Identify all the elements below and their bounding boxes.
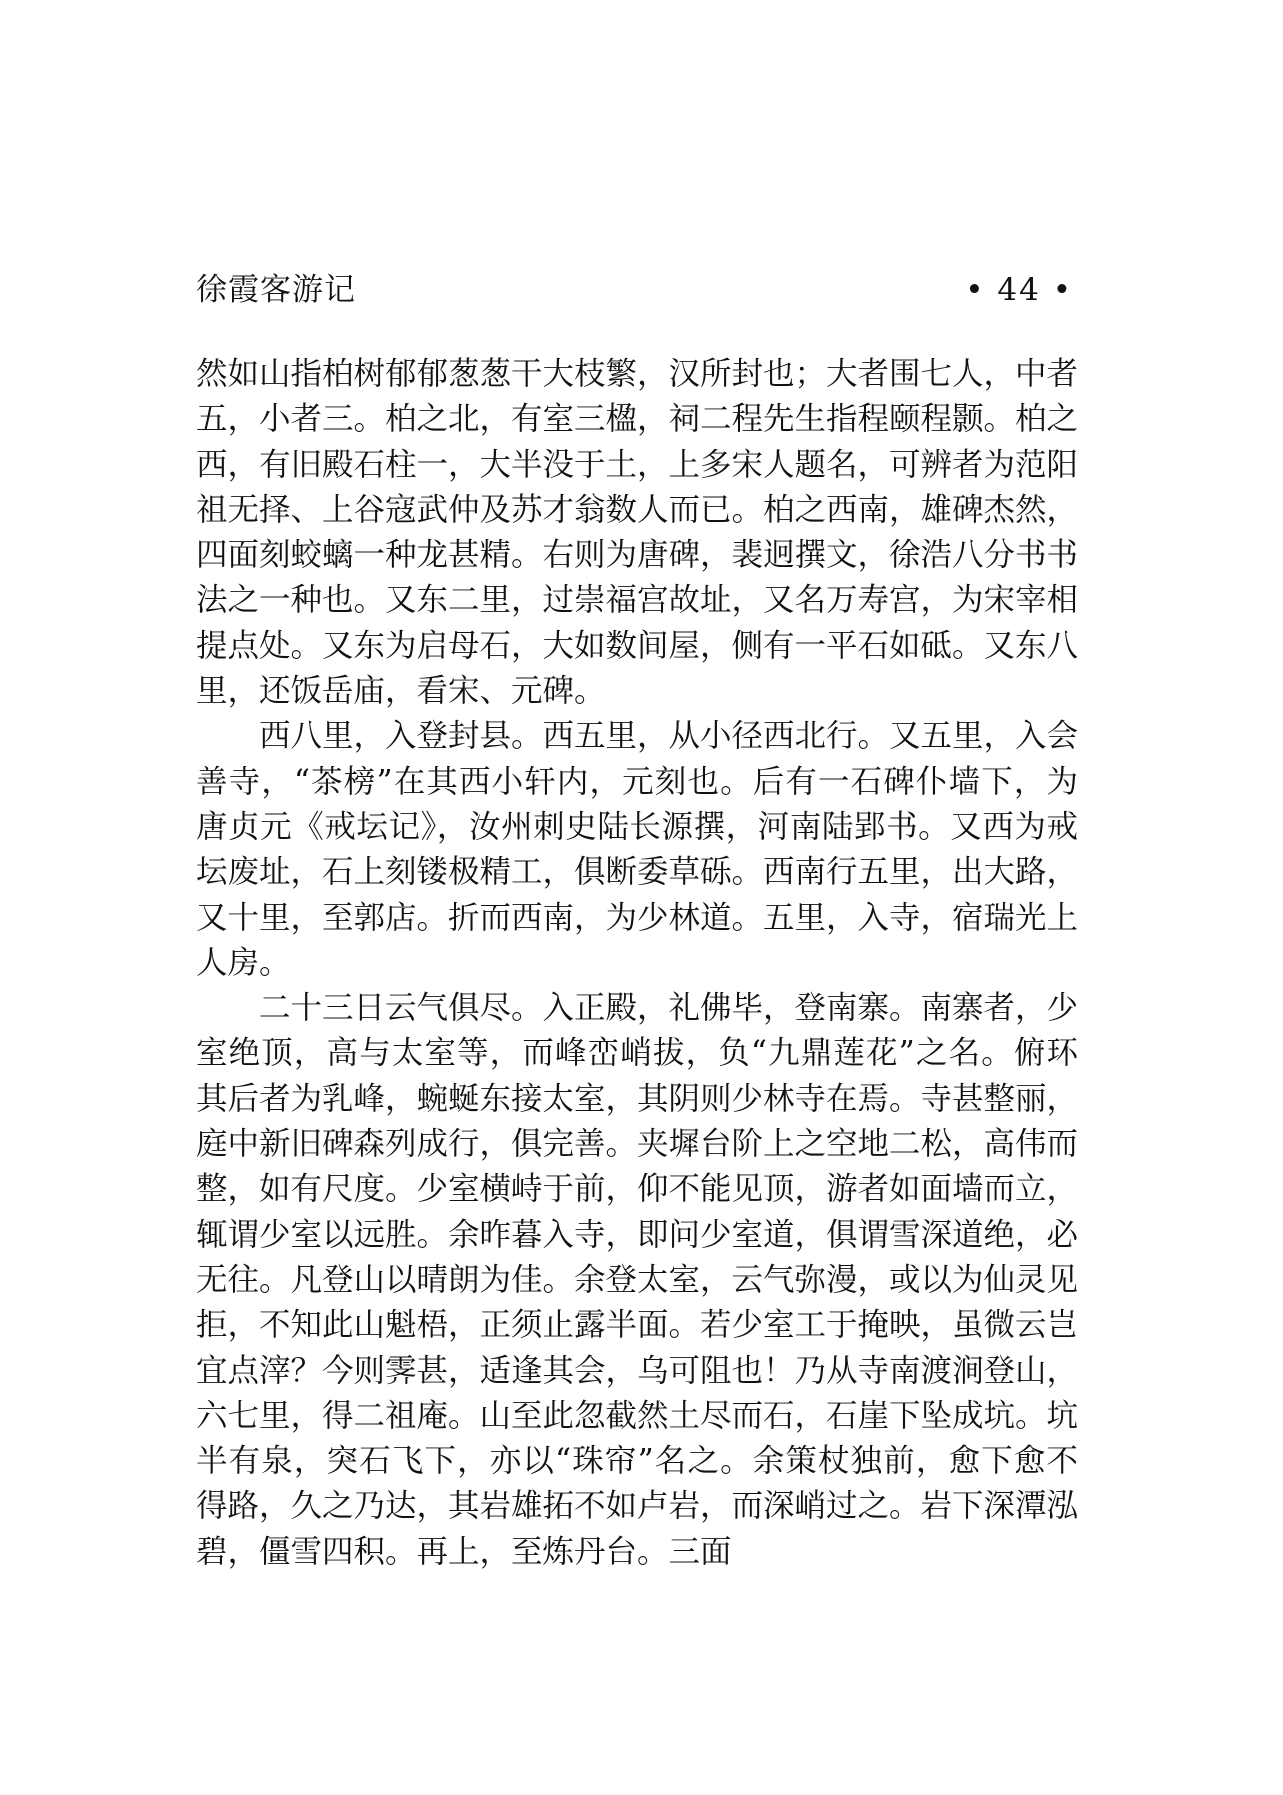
page-body (196, 352, 1078, 1575)
paragraph-2: 西八里，入登封县。西五里，从小径西北行。又五里，入会善寺，“茶榜”在其西小轩内，元刻也。后有一石碑仆墙下，为唐贞元《戒坛记》，汝州刺史陆长源撰，河南陆郢书。又西为戒坛废址，石上刻镂极精工，俱断委草砾。西南行五里，出大路，又十里，至郭店。折而西南，为少林道。五里，入寺，宿瑞光上人房。 (196, 718, 1079, 981)
book-title: 徐霞客游记 (196, 272, 356, 308)
page-number: • 44 • (965, 272, 1073, 308)
page-header (196, 268, 1073, 312)
paragraph-1: 然如山指柏树郁郁葱葱干大枝繁，汉所封也；大者围七人，中者五，小者三。柏之北，有室三楹，祠二程先生指程颐程颢。柏之西，有旧殿石柱一，大半没于土，上多宋人题名，可辨者为范阳祖无择、上谷寇武仲及苏才翁数人而已。柏之西南，雄碑杰然，四面刻蛟螭一种龙甚精。右则为唐碑，裴迥撰文，徐浩八分书书法之一种也。又东二里，过崇福宫故址，又名万寿宫，为宋宰相提点处。又东为启母石，大如数间屋，侧有一平石如砥。又东八里，还饭岳庙，看宋、元碑。 (196, 356, 1079, 710)
paragraph-3: 二十三日云气俱尽。入正殿，礼佛毕，登南寨。南寨者，少室绝顶，高与太室等，而峰峦峭拔，负“九鼎莲花”之名。俯环其后者为乳峰，蜿蜒东接太室，其阴则少林寺在焉。寺甚整丽，庭中新旧碑森列成行，俱完善。夹墀台阶上之空地二松，高伟而整，如有尺度。少室横峙于前，仰不能见顶，游者如面墙而立，辄谓少室以远胜。余昨暮入寺，即问少室道，俱谓雪深道绝，必无往。凡登山以晴朗为佳。余登太室，云气弥漫，或以为仙灵见拒，不知此山魁梧，正须止露半面。若少室工于掩映，虽微云岂宜点滓？今则霁甚，适逢其会，乌可阻也！乃从寺南渡涧登山，六七里，得二祖庵。山至此忽截然土尽而石，石崖下坠成坑。坑半有泉，突石飞下，亦以“珠帘”名之。余策杖独前，愈下愈不得路，久之乃达，其岩雄拓不如卢岩，而深峭过之。岩下深潭泓碧，僵雪四积。再上，至炼丹台。三面 (196, 990, 1079, 1570)
